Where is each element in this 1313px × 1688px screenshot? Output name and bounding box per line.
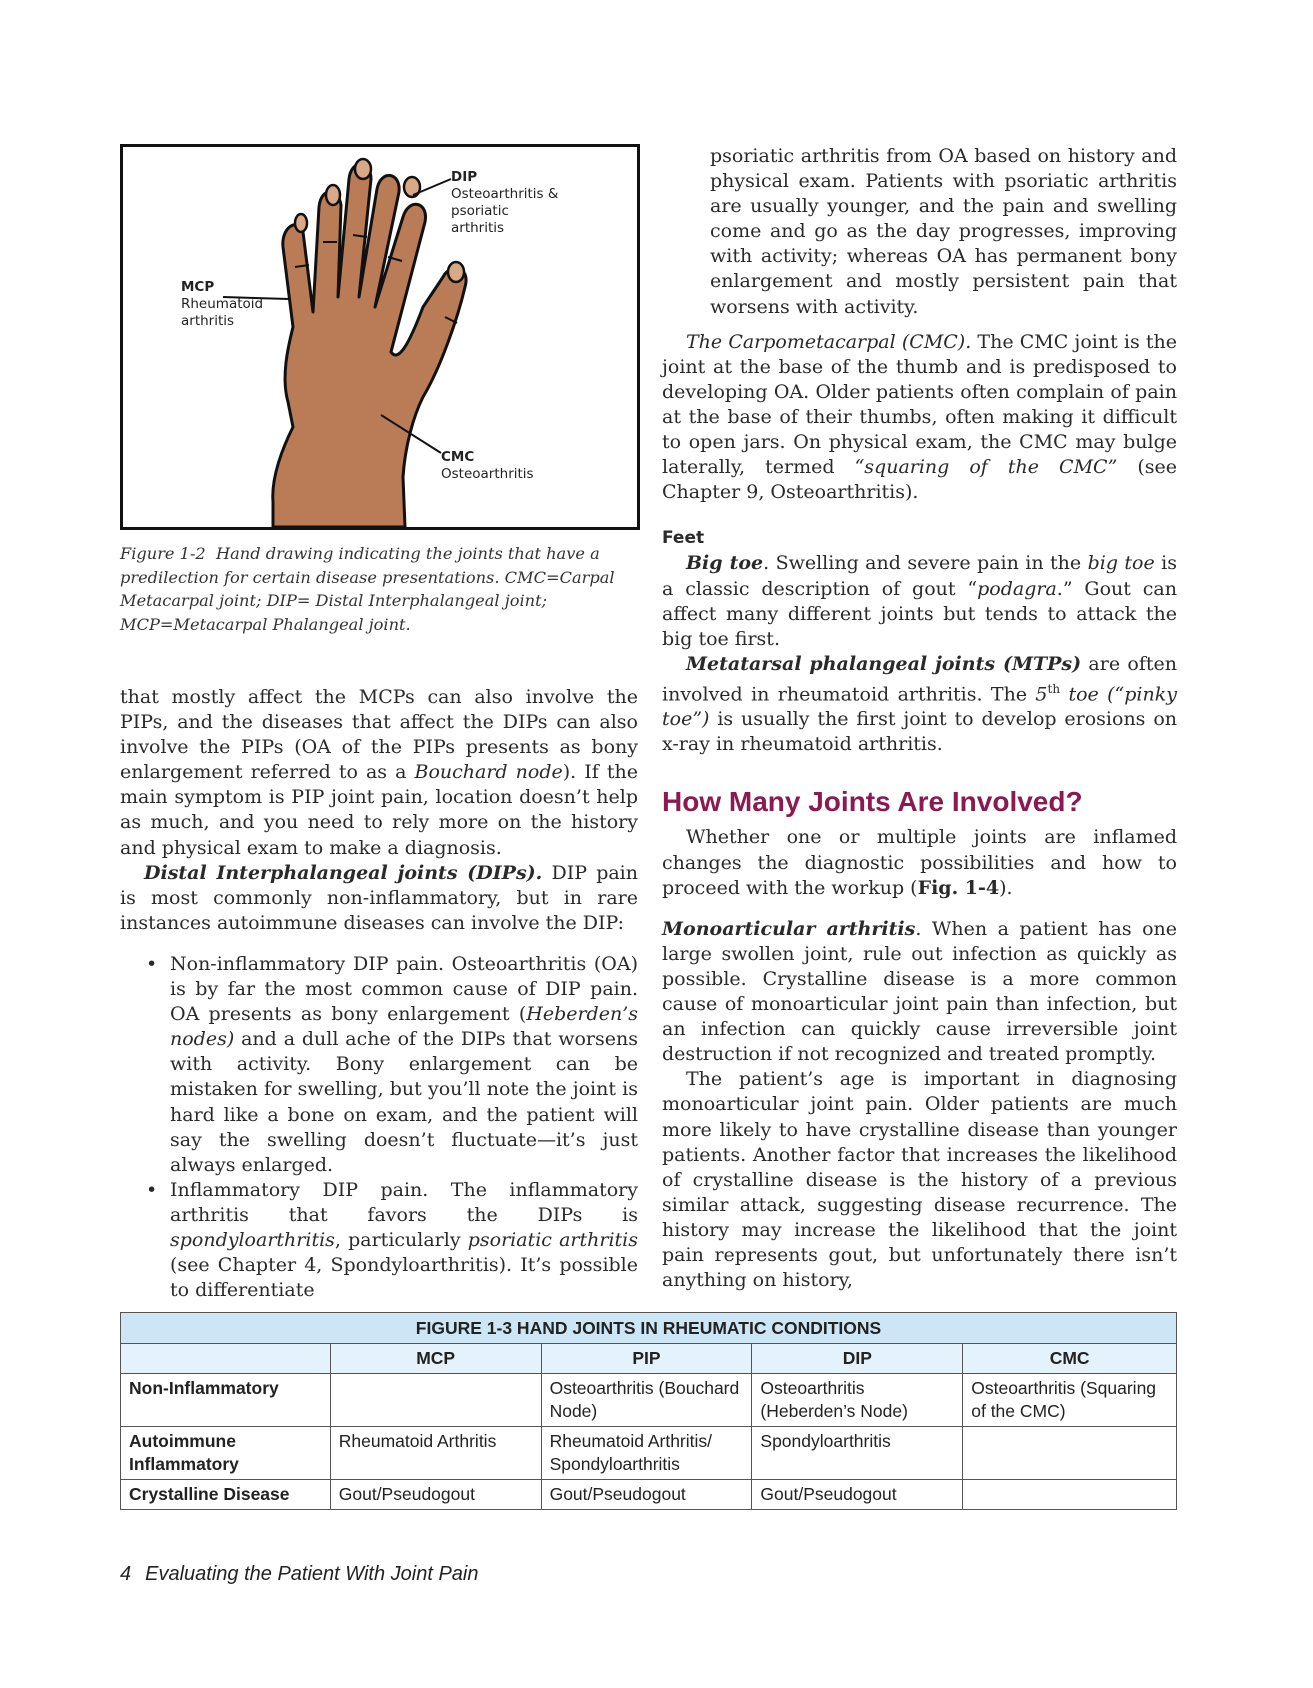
cmc-label-desc: Osteoarthritis bbox=[441, 466, 534, 482]
mcp-label-title: MCP bbox=[181, 279, 215, 295]
ordinal-suffix: th bbox=[1047, 681, 1061, 696]
text-span: ). If the main symptom is PIP joint pain, location doesn’t help as much, and you need to rely more on the history and physical exam to make a diagnosis. bbox=[120, 761, 638, 859]
text-span: The CMC joint is the joint at the base of the thumb and is predisposed to developing OA. Older patients often complain of pain at the base of their thumbs, often making it difficult to open jars. On physical exam, the CMC may bulge laterally, termed bbox=[662, 330, 1177, 479]
page-number: 4 bbox=[120, 1563, 132, 1585]
big-toe-runin-head: Big toe bbox=[686, 552, 764, 575]
mcp-label-desc: Rheumatoid arthritis bbox=[181, 296, 264, 329]
text-span: is usually the first joint to develop erosions on x-ray in rheumatoid arthritis. bbox=[662, 708, 1177, 756]
table-header-cell: CMC bbox=[963, 1344, 1177, 1374]
psoriatic-arthritis-term: psoriatic arthritis bbox=[467, 1228, 638, 1251]
table-cell: Rheumatoid Arthritis/ Spondyloarthritis bbox=[541, 1427, 752, 1480]
table-cell: Gout/Pseudogout bbox=[752, 1480, 963, 1510]
hand-joints-table bbox=[120, 1312, 1177, 1510]
left-paragraph-dips bbox=[120, 861, 638, 936]
dip-label bbox=[451, 169, 561, 237]
table-row-head: Non-Inflammatory bbox=[121, 1374, 331, 1427]
table-row bbox=[121, 1374, 1177, 1427]
heberdens-nodes-term: Heberden’s nodes) bbox=[170, 1003, 638, 1051]
text-span: that mostly affect the MCPs can also involve the PIPs, and the diseases that affect the DIPs can also involve the PIPs (OA of the PIPs presents as bony enlargement referred to as a bbox=[120, 686, 638, 784]
table-cell: Gout/Pseudogout bbox=[330, 1480, 541, 1510]
cmc-label-title: CMC bbox=[441, 449, 475, 465]
table-row bbox=[121, 1427, 1177, 1480]
table-row bbox=[121, 1480, 1177, 1510]
figure-caption-text: Hand drawing indicating the joints that have a predilection for certain disease presentations. CMC=Carpal Metacarpal joint; DIP= Distal Interphalangeal joint; MCP=Metacarpal Phalangeal joint. bbox=[120, 544, 615, 634]
podagra-term: podagra bbox=[977, 577, 1057, 600]
text-span: . When a patient has one large swollen joint, rule out infection as quickly as possible. Crystalline disease is a more common cause of monoarticular joint pain than infection, but an infection can quickly cause irreversible joint destruction if not recognized and treated promptly. bbox=[662, 917, 1178, 1066]
cmc-label bbox=[441, 449, 534, 483]
big-toe-term: big toe bbox=[1087, 552, 1155, 575]
spondyloarthritis-term: spondyloarthritis bbox=[170, 1228, 335, 1251]
text-span: ). bbox=[999, 876, 1013, 899]
page-footer bbox=[120, 1563, 478, 1586]
left-paragraph-1 bbox=[120, 685, 638, 861]
text-span: Non-inflammatory DIP pain. Osteoarthritis (OA) is by far the most common cause of DIP pain. OA presents as bony enlargement ( bbox=[170, 952, 638, 1026]
figure-reference: Fig. 1-4 bbox=[917, 876, 1000, 899]
table-row-head: Autoimmune Inflammatory bbox=[121, 1427, 331, 1480]
cmc-runin-head: The Carpometacarpal (CMC). bbox=[686, 330, 972, 353]
monoarticular-runin-head: Monoarticular arthritis bbox=[662, 917, 916, 940]
table-cell bbox=[330, 1374, 541, 1427]
table-header-row bbox=[121, 1344, 1177, 1374]
right-column bbox=[662, 144, 1177, 1293]
bullet-non-inflammatory bbox=[120, 952, 638, 1178]
section-heading-joints-involved: How Many Joints Are Involved? bbox=[662, 786, 1083, 818]
dip-label-desc: Osteoarthritis & psoriatic arthritis bbox=[451, 186, 559, 236]
table-header-cell: PIP bbox=[541, 1344, 752, 1374]
table-header-cell bbox=[121, 1344, 331, 1374]
table-cell: Spondyloarthritis bbox=[752, 1427, 963, 1480]
text-span: (see Chapter 9, Osteoarthritis). bbox=[662, 456, 1177, 504]
big-toe-paragraph bbox=[662, 551, 1177, 651]
text-span: DIP pain is most commonly non-inflammatory, but in rare instances autoimmune diseases can involve the DIP: bbox=[120, 861, 638, 934]
figure-caption-lead: Figure 1-2 bbox=[120, 544, 206, 563]
table-cell: Osteoarthritis (Heberden’s Node) bbox=[752, 1374, 963, 1427]
figure-caption bbox=[120, 542, 640, 636]
cmc-paragraph bbox=[662, 330, 1177, 506]
table-cell bbox=[963, 1480, 1177, 1510]
table-cell: Gout/Pseudogout bbox=[541, 1480, 752, 1510]
table-title: FIGURE 1-3 HAND JOINTS IN RHEUMATIC CONDITIONS bbox=[121, 1313, 1177, 1344]
text-span: are often involved in rheumatoid arthritis. The bbox=[662, 652, 1177, 706]
text-span: .” Gout can affect many different joints but tends to attack the big toe first. bbox=[662, 577, 1177, 650]
dip-bullet-list bbox=[120, 952, 638, 1303]
feet-heading: Feet bbox=[662, 528, 705, 549]
mcp-label bbox=[181, 279, 276, 330]
dip-label-title: DIP bbox=[451, 169, 478, 185]
table-cell bbox=[963, 1427, 1177, 1480]
table-header-cell: MCP bbox=[330, 1344, 541, 1374]
monoarticular-paragraph bbox=[662, 917, 1177, 1068]
table-header-cell: DIP bbox=[752, 1344, 963, 1374]
table-cell: Osteoarthritis (Bouchard Node) bbox=[541, 1374, 752, 1427]
mtp-paragraph bbox=[662, 652, 1177, 758]
table-row-head: Crystalline Disease bbox=[121, 1480, 331, 1510]
age-paragraph: The patient’s age is important in diagnosing monoarticular joint pain. Older patients are much more likely to have crystalline disease than younger patients. Another factor that increases the likelihood of crystalline disease is the history of a previous similar attack, suggesting disease recurrence. The history may increase the likelihood that the joint pain represents gout, but unfortunately there isn’t anything on history, bbox=[662, 1068, 1177, 1292]
right-continued-bullet: psoriatic arthritis from OA based on history and physical exam. Patients with psoriatic arthritis are usually younger, and the pain and swelling come and go as the day progresses, improving with activity; whereas OA has permanent bony enlargement and mostly persistent pain that worsens with activity. bbox=[710, 145, 1177, 318]
bullet-inflammatory bbox=[120, 1178, 638, 1303]
table-cell: Rheumatoid Arthritis bbox=[330, 1427, 541, 1480]
left-column bbox=[120, 685, 638, 1303]
text-span: , particularly bbox=[334, 1228, 468, 1251]
squaring-term: “squaring of the CMC” bbox=[854, 456, 1118, 479]
text-span: . Swelling and severe pain in the bbox=[763, 552, 1088, 575]
joints-intro-paragraph bbox=[662, 825, 1177, 900]
mtp-runin-head: Metatarsal phalangeal joints (MTPs) bbox=[686, 652, 1082, 675]
text-span: Inflammatory DIP pain. The inflammatory arthritis that favors the DIPs is bbox=[170, 1178, 638, 1226]
hand-figure bbox=[120, 144, 640, 530]
text-span: Whether one or multiple joints are inflamed changes the diagnostic possibilities and how to proceed with the workup ( bbox=[662, 826, 1177, 899]
text-span: is a classic description of gout “ bbox=[662, 552, 1177, 600]
fifth-number: 5 bbox=[1035, 683, 1048, 706]
text-span: (see Chapter 4, Spondyloarthritis). It’s possible to differentiate bbox=[170, 1254, 638, 1302]
text-span: and a dull ache of the DIPs that worsens with activity. Bony enlargement can be mistaken for swelling, but you’ll note the joint is hard like a bone on exam, and the patient will say the swelling doesn’t fluctuate—it’s just always enlarged. bbox=[170, 1028, 638, 1176]
table-cell: Osteoarthritis (Squaring of the CMC) bbox=[963, 1374, 1177, 1427]
running-title: Evaluating the Patient With Joint Pain bbox=[145, 1563, 479, 1585]
dips-runin-head: Distal Interphalangeal joints (DIPs). bbox=[144, 861, 543, 884]
bouchard-node-term: Bouchard node bbox=[414, 761, 563, 784]
pinky-toe-term: toe (“pinky toe”) bbox=[662, 683, 1177, 731]
